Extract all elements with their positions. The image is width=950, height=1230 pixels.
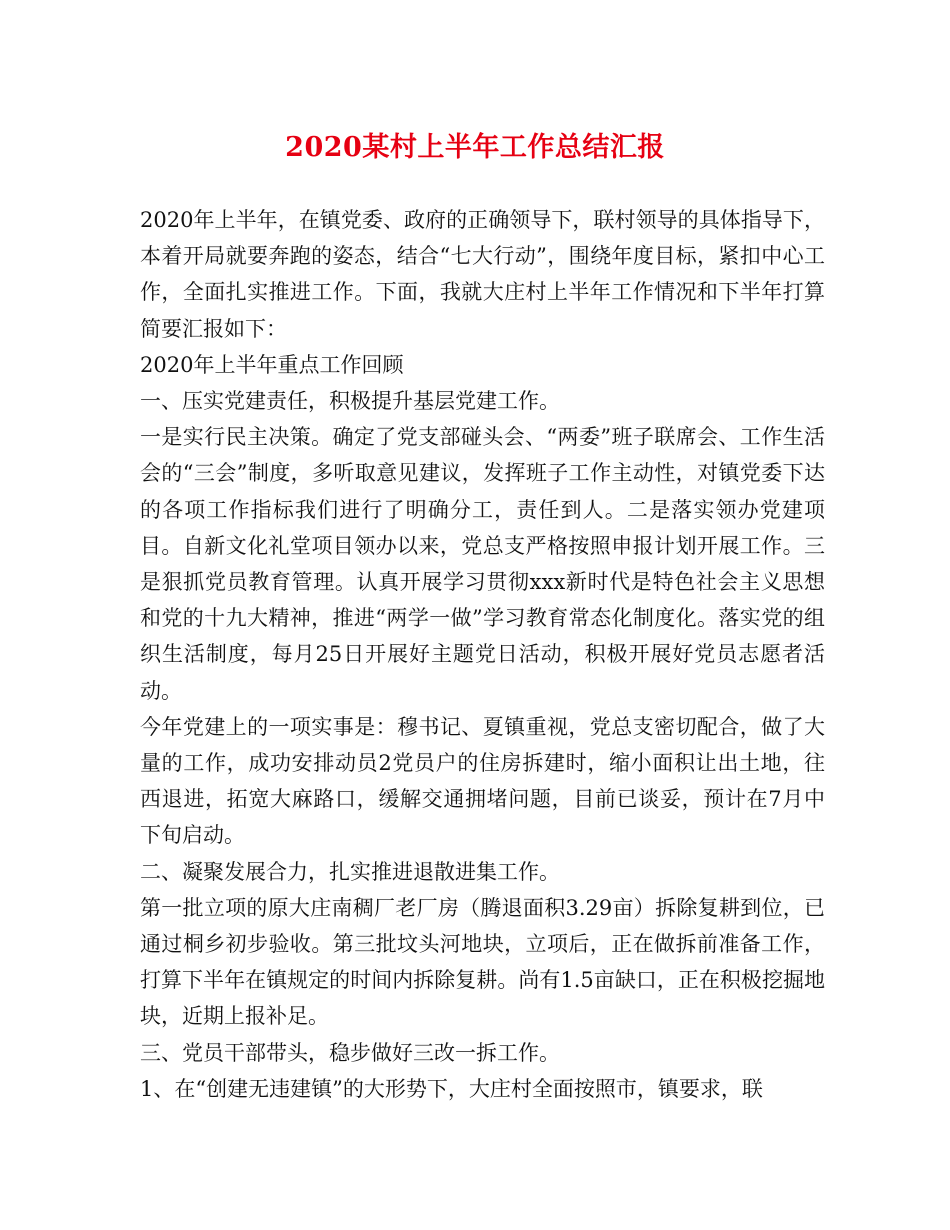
section-heading-1: 一、压实党建责任，积极提升基层党建工作。 — [140, 389, 560, 414]
paragraph-land-reclamation: 第一批立项的原大庄南稠厂老厂房（腾退面积3.29亩）拆除复耕到位，已通过桐乡初步验收。第三批坟头河地块，立项后，正在做拆前准备工作，打算下半年在镇规定的时间内拆除复耕。尚有1.5亩缺口，正在积极挖掘地块，近期上报补足。 — [140, 895, 825, 1029]
section-heading-2: 二、凝聚发展合力，扎实推进退散进集工作。 — [140, 859, 560, 884]
paragraph-party-building: 一是实行民主决策。确定了党支部碰头会、“两委”班子联席会、工作生活会的“三会”制度，多听取意见建议，发挥班子工作主动性，对镇党委下达的各项工作指标我们进行了明确分工，责任到人。二是落实领办党建项目。自新文化礼堂项目领办以来，党总支严格按照申报计划开展工作。三是狠抓党员教育管理。认真开展学习贯彻xxx新时代是特色社会主义思想和党的十九大精神，推进“两学一做”学习教育常态化制度化。落实党的组织生活制度，每月25日开展好主题党日活动，积极开展好党员志愿者活动。 — [140, 425, 825, 703]
section-heading-3: 三、党员干部带头，稳步做好三改一拆工作。 — [140, 1040, 560, 1065]
document-body — [140, 202, 825, 1107]
paragraph-intro: 2020年上半年，在镇党委、政府的正确领导下，联村领导的具体指导下，本着开局就要奔跑的姿态，结合“七大行动”，围绕年度目标，紧扣中心工作，全面扎实推进工作。下面，我就大庄村上半年工作情况和下半年打算简要汇报如下： — [140, 208, 825, 341]
paragraph-item-1: 1、在“创建无违建镇”的大形势下，大庄村全面按照市，镇要求，联 — [140, 1076, 763, 1101]
paragraph-practical-matter: 今年党建上的一项实事是：穆书记、夏镇重视，党总支密切配合，做了大量的工作，成功安排动员2党员户的住房拆建时，缩小面积让出土地，往西退进，拓宽大麻路口，缓解交通拥堵问题，目前已谈妥，预计在7月中下旬启动。 — [140, 714, 825, 848]
section-heading-review: 2020年上半年重点工作回顾 — [140, 352, 404, 377]
document-title: 2020某村上半年工作总结汇报 — [285, 132, 665, 163]
